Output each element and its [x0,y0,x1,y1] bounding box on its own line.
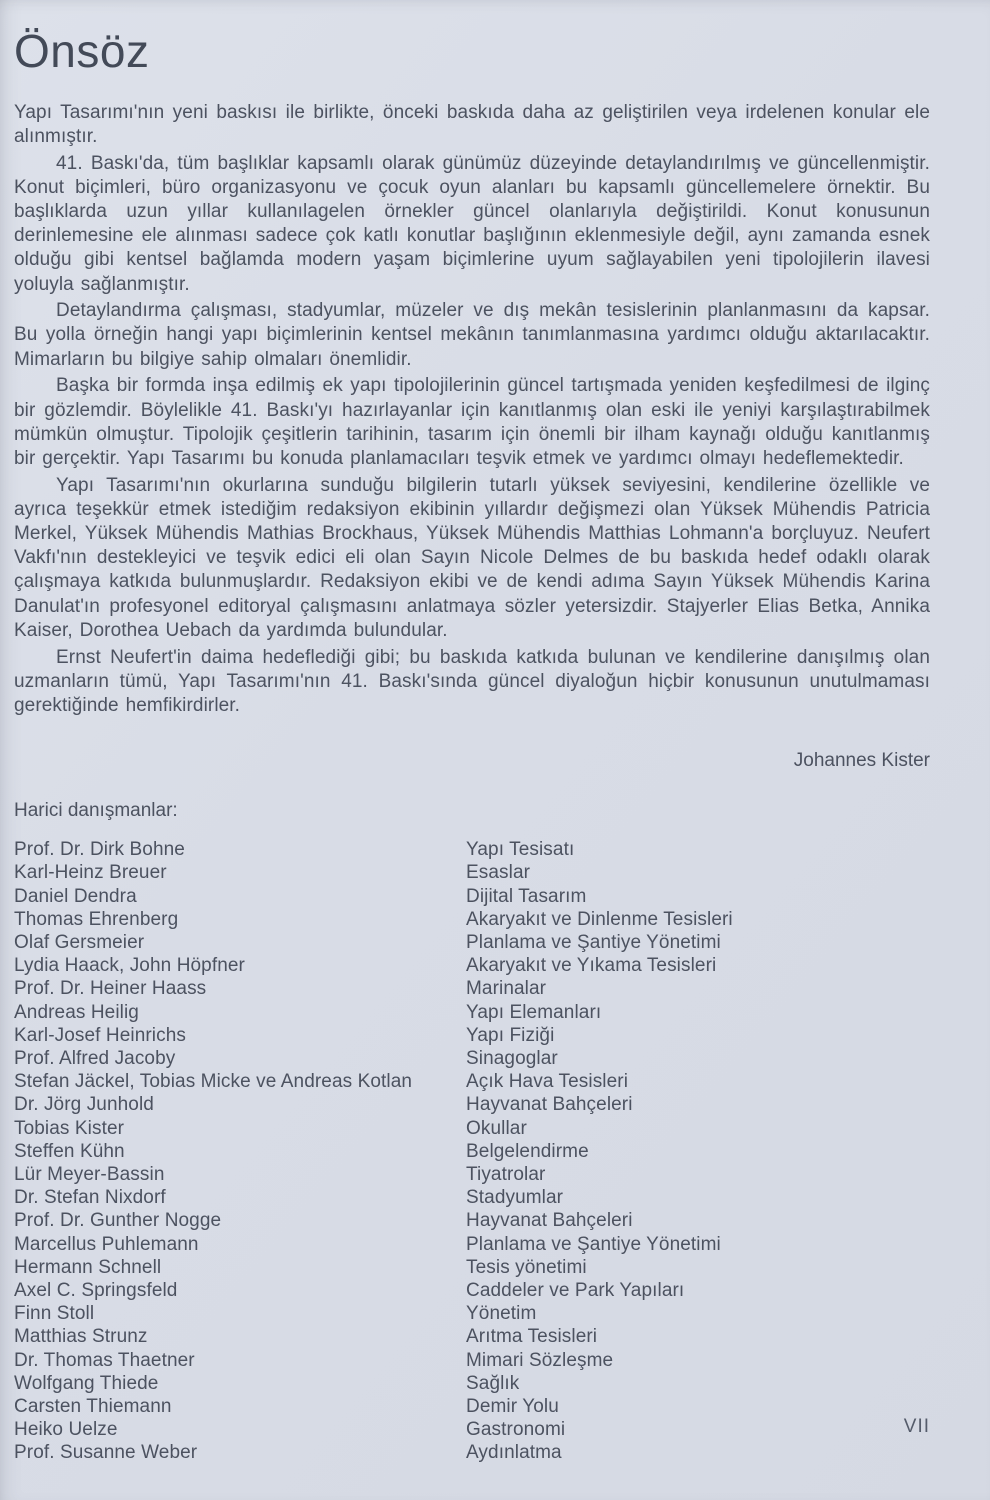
consultant-row [14,1302,930,1325]
consultant-row [14,1233,930,1256]
consultant-name: Stefan Jäckel, Tobias Micke ve Andreas Kotlan [14,1071,413,1093]
consultant-topic: Yönetim [466,1303,537,1325]
consultant-name: Matthias Strunz [14,1326,148,1348]
consultant-name: Prof. Alfred Jacoby [14,1048,176,1069]
preface-paragraph: Başka bir formda inşa edilmiş ek yapı tipolojilerinin güncel tartışmada yeniden keşfedilmesi de ilginç bir gözlemdir. Böylelikle 41. Baskı'yı hazırlayanlar için kanıtlanmış olan eski ile yeniyi karşılaştırabilmek mümkün olmuştur. Tipolojik çeşitlerin tarihinin, tasarım için önemli bir ilham kaynağı olduğu kanıtlanmış bir gerçektir. Yapı Tasarımı bu konuda planlamacıları teşvik etmek ve yardımcı olmayı hedeflemektedir. [14,375,930,469]
consultant-row [14,885,930,908]
consultant-name: Axel C. Springsfeld [14,1280,178,1302]
preface-paragraph: Ernst Neufert'in daima hedeflediği gibi; bu baskıda katkıda bulunan ve kendilerine danışılmış olan uzmanların tümü, Yapı Tasarımı'nın 41. Baskı'sında güncel diyaloğun hiçbir konusunun unutulmaması gerektiğinde hemfikirdirler. [14,646,930,716]
consultant-row [14,1256,930,1279]
consultant-topic: Hayvanat Bahçeleri [466,1210,633,1232]
consultant-name: Carsten Thiemann [14,1396,172,1418]
consultant-row [14,1395,930,1418]
consultant-row [14,838,930,861]
consultant-name: Tobias Kister [14,1117,125,1139]
consultant-row [14,1418,930,1441]
consultant-topic: Marinalar [466,978,547,1000]
preface-paragraph: Yapı Tasarımı'nın yeni baskısı ile birlikte, önceki baskıda daha az geliştirilen veya irdelenen konular ele alınmıştır. [14,101,930,147]
consultant-row [14,1140,930,1163]
consultant-name: Dr. Thomas Thaetner [14,1349,195,1371]
preface-body [14,101,930,719]
consultant-topic: Yapı Fiziği [466,1024,555,1046]
consultant-topic: Akaryakıt ve Yıkama Tesisleri [466,955,717,977]
consultant-topic: Arıtma Tesisleri [466,1326,598,1348]
consultant-name: Olaf Gersmeier [14,931,145,953]
consultant-row [14,1209,930,1232]
consultant-name: Wolfgang Thiede [14,1372,159,1394]
consultant-topic: Caddeler ve Park Yapıları [466,1280,685,1302]
preface-paragraph: 41. Baskı'da, tüm başlıklar kapsamlı olarak günümüz düzeyinde detaylandırılmış ve güncellenmiştir. Konut biçimleri, büro organizasyonu ve çocuk oyun alanları bu kapsamlı güncellemelere örnektir. Bu başlıklarda uzun yıllar kullanılagelen örnekler güncel olanlarıyla değiştirildi. Konut konusunun derinlemesine ele alınması sadece çok katlı konutlar başlığının eklenmesiyle değil, aynı zamanda esnek olduğu gibi kentsel bağlamda modern yaşam biçimlerine uyum sağlayabilen yeni tipolojilerin ilavesi yoluyla sağlanmıştır. [14,152,930,295]
consultant-row [14,954,930,977]
consultant-row [14,1325,930,1348]
consultant-topic: Tesis yönetimi [466,1256,587,1278]
consultant-topic: Esaslar [466,862,531,884]
page-number: VII [903,1416,930,1437]
consultant-name: Steffen Kühn [14,1140,125,1162]
consultant-row [14,977,930,1000]
consultant-topic: Dijital Tasarım [466,885,587,907]
consultant-name: Prof. Dr. Dirk Bohne [14,839,185,861]
consultant-name: Lür Meyer-Bassin [14,1164,165,1186]
preface-paragraph: Detaylandırma çalışması, stadyumlar, müzeler ve dış mekân tesislerinin planlanmasını da kapsar. Bu yolla örneğin hangi yapı biçimlerinin kentsel mekânın tanımlanmasına yardımcı olduğu aktarılacaktır. Mimarların bu bilgiye sahip olmaları önemlidir. [14,300,930,370]
consultant-topic: Tiyatrolar [466,1164,546,1186]
consultant-name: Marcellus Puhlemann [14,1233,199,1255]
consultant-topic: Aydınlatma [466,1442,562,1464]
consultant-row [14,908,930,931]
consultant-row [14,1163,930,1186]
consultant-topic: Belgelendirme [466,1140,589,1162]
consultant-row [14,1070,930,1093]
consultant-row [14,1279,930,1302]
consultant-topic: Hayvanat Bahçeleri [466,1094,633,1116]
consultant-row [14,861,930,884]
consultant-row [14,1047,930,1070]
consultant-name: Prof. Dr. Heiner Haass [14,978,207,1000]
consultants-heading: Harici danışmanlar: [14,800,178,822]
consultant-row [14,1372,930,1395]
consultant-row [14,1117,930,1140]
page-title: Önsöz [14,25,150,77]
consultant-name: Finn Stoll [14,1303,95,1325]
consultant-name: Prof. Susanne Weber [14,1442,198,1464]
consultant-topic: Mimari Sözleşme [466,1349,614,1371]
consultant-name: Lydia Haack, John Höpfner [14,955,245,977]
signature: Johannes Kister [793,750,930,772]
consultant-topic: Planlama ve Şantiye Yönetimi [466,1233,721,1255]
consultant-name: Andreas Heilig [14,1001,139,1023]
consultant-name: Heiko Uelze [14,1419,118,1441]
consultants-list [14,838,930,1464]
consultant-row [14,1186,930,1209]
consultant-name: Dr. Stefan Nixdorf [14,1187,166,1209]
consultant-name: Thomas Ehrenberg [14,908,179,930]
consultant-row [14,1024,930,1047]
consultant-topic: Yapı Elemanları [466,1001,602,1023]
consultant-row [14,1441,930,1464]
consultant-name: Karl-Josef Heinrichs [14,1024,186,1046]
preface-paragraph: Yapı Tasarımı'nın okurlarına sunduğu bilgilerin tutarlı yüksek seviyesini, kendilerine özellikle ve ayrıca teşekkür etmek istediğim redaksiyon ekibinin yıllardır değişmezi olan Yüksek Mühendis Patricia Merkel, Yüksek Mühendis Mathias Brockhaus, Yüksek Mühendis Matthias Lohmann'a borçluyuz. Neufert Vakfı'nın destekleyici ve teşvik edici eli olan Sayın Nicole Delmes de bu baskıda hedef odaklı olarak çalışmaya katkıda bulunmuşlardır. Redaksiyon ekibi ve de kendi adıma Sayın Yüksek Mühendis Karina Danulat'ın profesyonel editoryal çalışmasını anlatmaya sözler yetersizdir. Stajyerler Elias Betka, Annika Kaiser, Dorothea Uebach da yardımda bulundular. [14,474,930,641]
consultant-name: Hermann Schnell [14,1256,162,1278]
consultant-topic: Sinagoglar [466,1048,558,1069]
consultant-name: Daniel Dendra [14,885,137,907]
consultant-row [14,1349,930,1372]
consultant-topic: Demir Yolu [466,1396,559,1418]
consultant-topic: Okullar [466,1117,527,1139]
consultant-name: Dr. Jörg Junhold [14,1094,154,1116]
consultant-topic: Gastronomi [466,1419,566,1441]
consultant-row [14,1001,930,1024]
consultant-topic: Yapı Tesisatı [466,839,575,861]
consultant-row [14,931,930,954]
consultant-row [14,1093,930,1116]
consultant-name: Karl-Heinz Breuer [14,862,167,884]
consultant-topic: Stadyumlar [466,1187,564,1209]
consultant-name: Prof. Dr. Gunther Nogge [14,1210,222,1232]
consultant-topic: Akaryakıt ve Dinlenme Tesisleri [466,908,733,930]
consultant-topic: Planlama ve Şantiye Yönetimi [466,931,721,953]
consultant-topic: Sağlık [466,1372,520,1394]
consultant-topic: Açık Hava Tesisleri [466,1071,629,1093]
